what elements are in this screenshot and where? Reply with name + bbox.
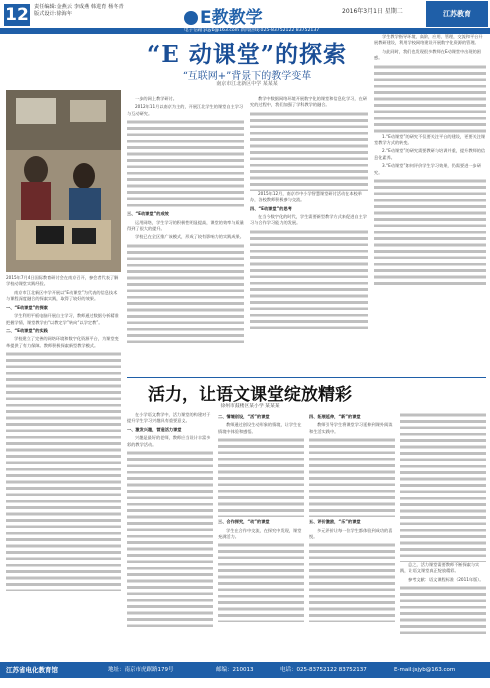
paragraph: 兴趣是最好的老师，教师应当设计丰富多彩的教学活动。: [127, 435, 211, 447]
footer-address: 地址：南京市虎踞路179号: [108, 667, 174, 673]
paragraph: 在小学语文教学中，活力课堂的构建对于提升学生学习兴趣具有重要意义。: [127, 412, 211, 424]
article1-subtitle: “互联网+”背景下的教学变革: [182, 71, 312, 82]
paragraph: 学生教学指导环境，高阶，应用、管理，交流和平台开展教研建设，利用学校网络建设开展数字化资源的管理。: [374, 34, 483, 46]
article2-col-c: [309, 412, 395, 658]
footer-bar: [0, 662, 490, 678]
paragraph: 2012年11月以南京为主的，开展江北学生的课堂自主学习与互动研究。: [127, 104, 244, 116]
footer-publisher: 江苏省电化教育馆: [6, 666, 58, 674]
article1-title: “E 动课堂”的探索: [147, 41, 347, 68]
article1-col-d: [374, 34, 486, 374]
article1-col-b: [127, 96, 244, 376]
subheading: 三、“E动课堂”的成效: [127, 211, 169, 217]
article1-col-a: [6, 290, 121, 645]
layout-editor-line: 版式设计:徐海年: [34, 11, 73, 17]
paragraph: 1.“E动课堂”的研究不仅要关注平台的建设，更要关注课堂教学方式的转变。: [374, 133, 486, 146]
article2-col-d: [400, 412, 486, 658]
paragraph: 在当今数字化的时代，学生需要新型教学方式来促进自主学习与合作学习能力的发展。: [250, 214, 367, 226]
subheading: 五、评价激励，“乐”的课堂: [309, 519, 361, 525]
subheading: 一、激发兴趣，营造活力课堂: [127, 426, 182, 432]
section-name: E教教学: [200, 8, 263, 28]
paragraph: 教学中数据网络环境开展数字化的课堂和信息化学习，在研究的过程中，我们加强了学科教学的融合。: [250, 96, 367, 108]
text-body: [218, 437, 304, 517]
paragraph: 教师引导学生将课堂学习延伸到课外阅读和生活实践中。: [309, 422, 393, 434]
text-body: [400, 412, 486, 562]
text-body: [250, 111, 368, 191]
subheading: 二、“E动课堂”的实践: [6, 328, 48, 334]
section-logo-icon: [184, 11, 198, 25]
footer-email: E-mail:jsjyb@163.com: [394, 667, 456, 673]
paragraph: 教师通过创设生动形象的情境，让学生在情境中体验和感悟。: [218, 422, 302, 434]
paragraph: 南京市江北新区中学开展以“E动课堂”为代表的信息技术与课程深度融合的探索实践，取得了较好的效果。: [6, 290, 118, 302]
text-body: [309, 542, 395, 622]
article1-photo: [6, 90, 121, 272]
text-body: [374, 64, 486, 134]
paragraph: 学校已在全区推广该模式，形成了较有影响力的实践成果。: [135, 234, 244, 240]
paragraph: 2.“E动课堂”的研究需要教研与培训并重，提升教师的信息化素养。: [374, 148, 486, 160]
article2-col-a: [127, 412, 213, 658]
section-title: [184, 3, 263, 28]
paragraph: 总之，活力课堂需要教师不断探索与实践，让语文课堂真正绽放精彩。: [400, 562, 480, 574]
text-body: [127, 450, 213, 630]
text-body: [6, 351, 121, 591]
article1-col-c: [250, 96, 368, 376]
article-divider: [127, 377, 486, 378]
subheading: 三、合作探究，“动”的课堂: [218, 519, 270, 525]
footer-zip: 邮编：210013: [216, 667, 254, 673]
paragraph: 参考文献：语文课程标准（2011年版）。: [408, 576, 484, 582]
paragraph: 一步的网上教学研讨。: [135, 96, 177, 101]
article2-author: 徐州市鼓楼区某小学 某某某: [220, 404, 280, 409]
text-body: [250, 229, 368, 329]
subheading: 四、拓展延伸，“新”的课堂: [309, 414, 361, 419]
text-body: [127, 119, 244, 209]
text-body: [218, 542, 304, 622]
page-number: 12: [5, 5, 29, 25]
photo-caption: 2015年7月4日国际教育研讨会在南京召开，参会者代表了解学校动课堂实践经验。: [6, 275, 119, 287]
text-body: [374, 178, 486, 288]
editors-line: 责任编辑:金燕云 李成燕 韩进育 杨冬青: [34, 4, 124, 10]
subheading: 四、“E动课堂”的思考: [250, 205, 292, 211]
article1-author: 南京市江北新区中学 某某某: [216, 81, 278, 87]
footer-phone: 电话：025-83752122 83752137: [280, 667, 367, 673]
masthead-logo: 江苏教育: [426, 1, 488, 27]
text-body: [400, 585, 486, 635]
paragraph: 学校建立了完善的网络环境和数字化资源平台，为课堂变革提供了有力保障。教师积极探索新型教学模式。: [6, 336, 119, 348]
article2-title: 活力，让语文课堂绽放精彩: [148, 385, 352, 405]
header-contact: 电子信箱:jsjyb@163.com 新闻热线:025-83752122 83752137: [184, 28, 320, 33]
paragraph: 学生在合作中交流，在探究中发现，课堂充满活力。: [218, 527, 302, 540]
paragraph: 3.“E动课堂”如何评价学生学习效果，仍需要进一步研究。: [374, 163, 481, 175]
issue-date: 2016年3月1日 星期二: [342, 8, 403, 15]
paragraph: 运用网络，学生学习的积极性明显提高，课堂的效率与质量得到了很大的提升。: [127, 219, 244, 232]
article2-col-b: [218, 412, 304, 658]
paragraph: 学生利用平板电脑开展自主学习，教师通过数据分析精准把握学情，课堂教学由“以教定学”转向“以学定教”。: [6, 313, 119, 325]
text-body: [309, 437, 395, 517]
editors-info: [34, 4, 174, 18]
subheading: 二、情境创设，“活”的课堂: [218, 414, 270, 419]
paragraph: 2015年12月，南京市中小学智慧课堂研讨活动在本校举办，各校教师积极参与交流。: [250, 190, 362, 203]
text-body: [127, 243, 244, 343]
paragraph: 与此同时，我们也发现很多教师在E动课堂中出现的困惑。: [374, 48, 481, 61]
classroom-photo: [6, 90, 121, 272]
paragraph: 多元评价让每一位学生都体验到成功的喜悦。: [309, 527, 393, 540]
subheading: 一、“E动课堂”的探索: [6, 304, 48, 310]
